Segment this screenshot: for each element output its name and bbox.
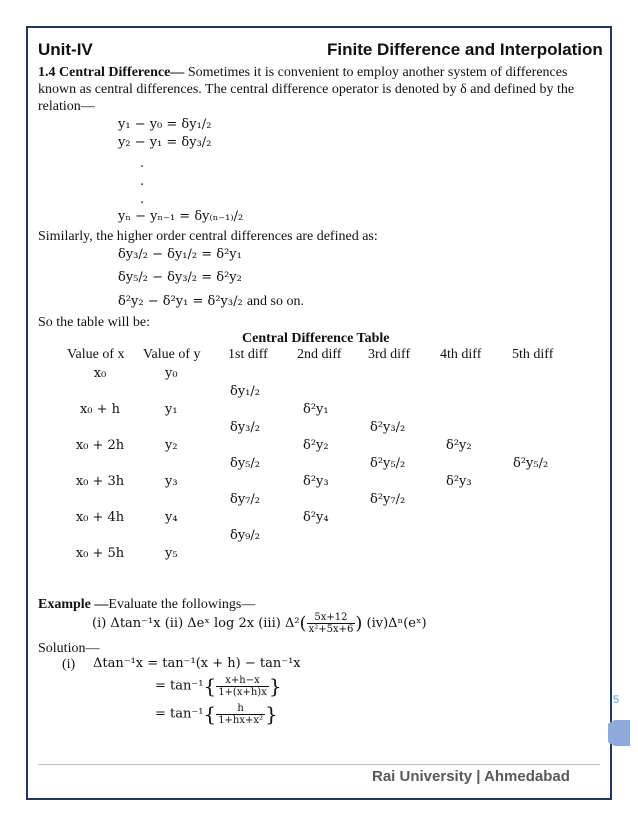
header-value-y: Value of y — [143, 347, 201, 362]
x-value: x₀ + 2h — [75, 438, 125, 453]
solution-line3-prefix: = tan⁻¹ — [155, 706, 204, 722]
fraction-numerator: 5x+12 — [307, 612, 356, 624]
section-heading: 1.4 Central Difference— — [38, 65, 185, 80]
header-4th-diff: 4th diff — [440, 347, 482, 362]
diff1-value: δy₁/₂ — [230, 384, 260, 399]
diff3-value: δ²y₇/₂ — [370, 492, 406, 507]
solution-line1: Δtan⁻¹x = tan⁻¹(x + h) − tan⁻¹x — [93, 656, 301, 671]
intro-text-3: relation— — [38, 99, 95, 114]
header-3rd-diff: 3rd diff — [368, 347, 411, 362]
similarly-text: Similarly, the higher order central differences are defined as: — [38, 229, 378, 244]
diff3-value: δ²y₅/₂ — [370, 456, 406, 471]
solution-line3-fraction — [216, 703, 265, 726]
higher-relation-1: δy₃/₂ − δy₁/₂ = δ²y₁ — [118, 247, 242, 262]
fraction-numerator: h — [216, 703, 265, 715]
section-intro-line1 — [38, 64, 567, 81]
diff2-value: δ²y₁ — [303, 402, 329, 417]
diff2-value: δ²y₂ — [303, 438, 329, 453]
fraction-denominator: x²+5x+6 — [308, 624, 354, 635]
close-brace: } — [265, 702, 278, 726]
relation-dot-3: . — [140, 192, 145, 207]
example-line — [38, 596, 255, 613]
diff1-value: δy₃/₂ — [230, 420, 260, 435]
example-label: Example — — [38, 597, 109, 612]
solution-line3 — [155, 702, 278, 726]
example-items — [92, 612, 427, 635]
example-fraction — [307, 612, 356, 635]
diff4-value: δ²y₃ — [446, 474, 472, 489]
chapter-title: Finite Difference and Interpolation — [327, 40, 603, 59]
diff1-value: δy₉/₂ — [230, 528, 260, 543]
example-items-a: (i) Δtan⁻¹x (ii) Δeˣ log 2x (iii) Δ² — [92, 616, 300, 631]
y-value: y₁ — [165, 402, 178, 417]
y-value: y₂ — [165, 438, 178, 453]
diff3-value: δ²y₃/₂ — [370, 420, 406, 435]
solution-line2-prefix: = tan⁻¹ — [155, 678, 204, 694]
page-number: 5 — [613, 694, 620, 706]
open-brace: { — [203, 702, 217, 726]
y-value: y₃ — [165, 474, 178, 489]
example-text: Evaluate the followings— — [108, 597, 256, 612]
diff4-value: δ²y₂ — [446, 438, 472, 453]
diff1-value: δy₇/₂ — [230, 492, 260, 507]
relation-n: yₙ − yₙ₋₁ = δy₍ₙ₋₁₎/₂ — [118, 209, 244, 224]
diff1-value: δy₅/₂ — [230, 456, 260, 471]
diff2-value: δ²y₃ — [303, 474, 329, 489]
table-intro: So the table will be: — [38, 315, 150, 330]
fraction-denominator: 1+(x+h)x — [218, 686, 267, 698]
relation-dot-1: . — [140, 156, 145, 171]
fraction-denominator: 1+hx+x² — [218, 714, 264, 726]
y-value: y₄ — [165, 510, 178, 525]
header-1st-diff: 1st diff — [228, 347, 268, 362]
header-value-x: Value of x — [67, 347, 125, 362]
x-value: x₀ + 5h — [75, 546, 125, 561]
close-paren: ) — [355, 613, 363, 634]
table-title: Central Difference Table — [242, 331, 390, 346]
solution-line2 — [155, 674, 282, 698]
solution-line2-fraction — [216, 675, 269, 698]
higher-relation-2: δy₅/₂ − δy₃/₂ = δ²y₂ — [118, 270, 242, 285]
header-5th-diff: 5th diff — [512, 347, 554, 362]
x-value: x₀ — [93, 366, 107, 381]
open-paren: ( — [299, 613, 307, 634]
close-brace: } — [268, 674, 282, 698]
and-so-on: and so on. — [246, 294, 304, 309]
footer-divider — [38, 764, 600, 765]
relation-1: y₁ − y₀ = δy₁/₂ — [118, 117, 212, 132]
x-value: x₀ + 4h — [75, 510, 125, 525]
solution-part: (i) — [62, 657, 76, 672]
page-tab-decoration — [608, 720, 630, 746]
intro-text-1: Sometimes it is convenient to employ another system of differences — [187, 65, 568, 80]
fraction-numerator: x+h−x — [216, 675, 269, 687]
example-items-b: (iv)Δⁿ(eˣ) — [366, 616, 427, 631]
diff5-value: δ²y₅/₂ — [513, 456, 549, 471]
higher-relation-3-expr: δ²y₂ − δ²y₁ = δ²y₃/₂ — [118, 294, 243, 309]
unit-title: Unit-IV — [38, 40, 93, 59]
diff2-value: δ²y₄ — [303, 510, 329, 525]
open-brace: { — [203, 674, 217, 698]
relation-dot-2: . — [140, 174, 145, 189]
header-2nd-diff: 2nd diff — [297, 347, 342, 362]
solution-label: Solution— — [38, 641, 100, 656]
higher-relation-3 — [118, 293, 304, 310]
y-value: y₅ — [165, 546, 178, 561]
x-value: x₀ + 3h — [75, 474, 125, 489]
y-value: y₀ — [165, 366, 178, 381]
intro-text-2: known as central differences. The central difference operator is denoted by δ and defined by the — [38, 82, 575, 97]
footer-university: Rai University | Ahmedabad — [372, 768, 570, 785]
relation-2: y₂ − y₁ = δy₃/₂ — [118, 135, 212, 150]
x-value: x₀ + h — [79, 402, 121, 417]
